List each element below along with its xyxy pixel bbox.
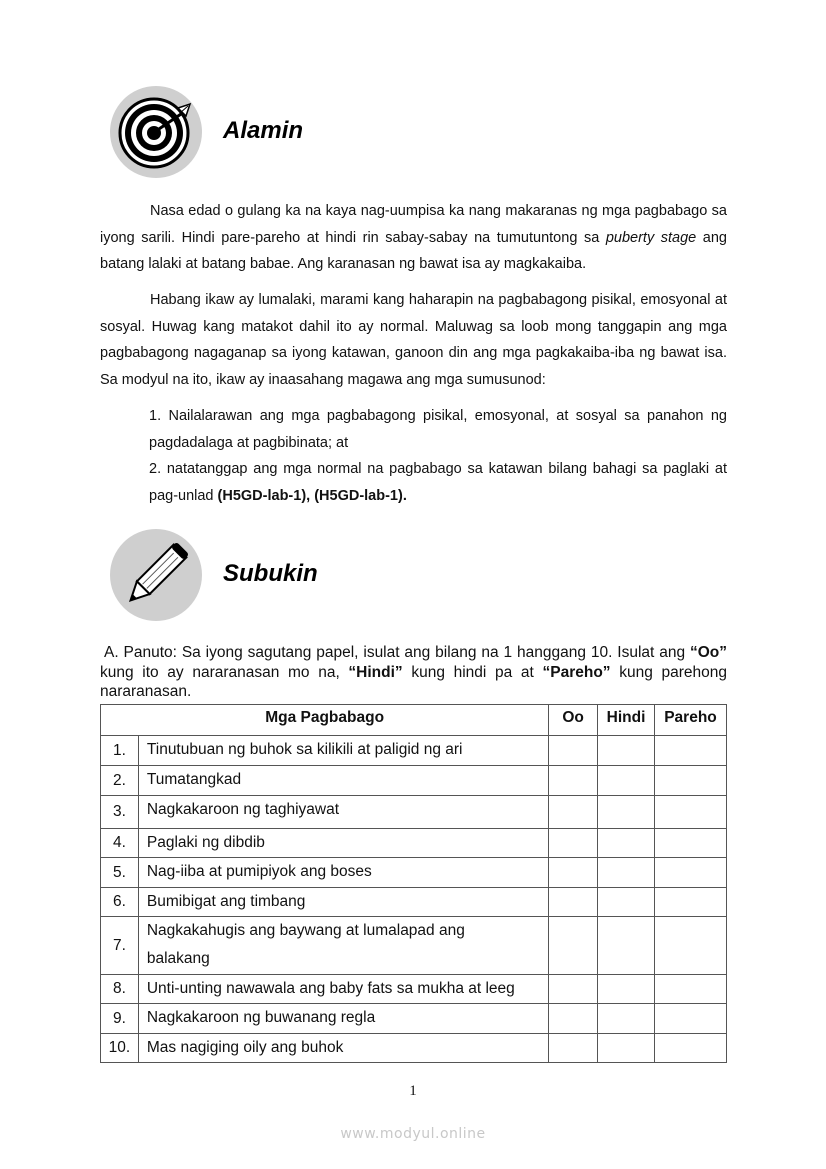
table-row [101, 917, 727, 975]
answer-cell-pareho[interactable] [655, 975, 727, 1004]
row-description: Nagkakaroon ng buwanang regla [138, 1004, 548, 1034]
row-description: Nagkakaroon ng taghiyawat [138, 796, 548, 829]
competency-code: (H5GD-lab-1), (H5GD-lab-1). [217, 487, 407, 504]
answer-cell-oo[interactable] [549, 796, 598, 829]
answer-cell-pareho[interactable] [655, 888, 727, 917]
alamin-paragraph-2 [100, 287, 727, 393]
puberty-stage-term: puberty stage [605, 229, 697, 246]
option-oo: “Oo” [689, 644, 727, 661]
answer-cell-pareho[interactable] [655, 1034, 727, 1063]
row-number: 10. [101, 1034, 139, 1063]
table-row [101, 975, 727, 1004]
alamin-paragraph-1 [100, 198, 727, 278]
header-oo: Oo [549, 705, 598, 736]
instructions-text: kung parehong nararanasan. [100, 663, 727, 700]
table-row [101, 796, 727, 829]
answer-cell-oo[interactable] [549, 975, 598, 1004]
answer-cell-oo[interactable] [549, 917, 598, 975]
table-row [101, 1034, 727, 1063]
paragraph-text: Habang ikaw ay lumalaki, marami kang haharapin na pagbabagong pisikal, emosyonal at sosyal. Huwag kang matakot dahil ito ay normal. Maluwag sa loob mong tanggapin ang mga pagbabagong nagaganap sa iyong katawan, ganoon din ang mga pagkakaiba-iba ng bawat isa. Sa modyul na ito, ikaw ay inaasahang magawa ang mga sumusunod: [100, 292, 727, 388]
row-number: 3. [101, 796, 139, 829]
row-number: 8. [101, 975, 139, 1004]
table-header-row [101, 705, 727, 736]
row-number: 7. [101, 917, 139, 975]
answer-cell-oo[interactable] [549, 736, 598, 766]
answer-cell-hindi[interactable] [598, 917, 655, 975]
answer-cell-hindi[interactable] [598, 766, 655, 796]
answer-cell-oo[interactable] [549, 888, 598, 917]
paragraph-text: Nasa edad o gulang ka na kaya nag-uumpisa ka nang makaranas ng mga pagbabago sa iyong sarili. Hindi pare-pareho at hindi rin sabay-sabay na tumutuntong sa [100, 203, 727, 246]
answer-cell-pareho[interactable] [655, 917, 727, 975]
row-number: 6. [101, 888, 139, 917]
answer-cell-hindi[interactable] [598, 796, 655, 829]
answer-cell-pareho[interactable] [655, 1004, 727, 1034]
answer-cell-hindi[interactable] [598, 888, 655, 917]
answer-cell-oo[interactable] [549, 858, 598, 888]
row-number: 1. [101, 736, 139, 766]
alamin-title: Alamin [223, 117, 304, 144]
answer-cell-oo[interactable] [549, 766, 598, 796]
option-pareho: “Pareho” [542, 663, 611, 681]
row-number: 9. [101, 1004, 139, 1034]
page-number: 1 [409, 1083, 417, 1099]
row-description: Tumatangkad [138, 766, 548, 796]
row-description: Mas nagiging oily ang buhok [138, 1034, 548, 1063]
header-hindi: Hindi [598, 705, 655, 736]
watermark: www.modyul.online [340, 1126, 486, 1142]
answer-cell-hindi[interactable] [598, 858, 655, 888]
answer-cell-hindi[interactable] [598, 1004, 655, 1034]
objective-text: 1. Nailalarawan ang mga pagbabagong pisikal, emosyonal, at sosyal sa panahon ng pagdadalaga at pagbibinata; at [149, 408, 727, 451]
row-number: 2. [101, 766, 139, 796]
objective-1 [149, 403, 727, 456]
instructions-text: A. Panuto: Sa iyong sagutang papel, isulat ang bilang na 1 hanggang 10. Isulat ang [104, 644, 690, 661]
table-row [101, 829, 727, 858]
instructions [100, 643, 727, 702]
answer-cell-hindi[interactable] [598, 1034, 655, 1063]
target-icon [110, 86, 202, 178]
answer-cell-pareho[interactable] [655, 766, 727, 796]
answer-cell-pareho[interactable] [655, 736, 727, 766]
table-row [101, 766, 727, 796]
paragraph-text: ang batang lalaki at batang babae. Ang karanasan ng bawat isa ay magkakaiba. [100, 229, 727, 272]
answer-cell-oo[interactable] [549, 1034, 598, 1063]
changes-checklist-table [100, 704, 727, 1063]
table-row [101, 1004, 727, 1034]
table-row [101, 736, 727, 766]
answer-cell-oo[interactable] [549, 1004, 598, 1034]
instructions-text: kung hindi pa at [402, 663, 543, 681]
row-description: Bumibigat ang timbang [138, 888, 548, 917]
answer-cell-hindi[interactable] [598, 829, 655, 858]
answer-cell-pareho[interactable] [655, 858, 727, 888]
row-number: 4. [101, 829, 139, 858]
answer-cell-pareho[interactable] [655, 829, 727, 858]
row-description: Nagkakahugis ang baywang at lumalapad ang balakang [138, 917, 548, 975]
table-row [101, 858, 727, 888]
row-description: Tinutubuan ng buhok sa kilikili at paligid ng ari [138, 736, 548, 766]
instructions-text: kung ito ay nararanasan mo na, [100, 663, 349, 681]
table-row [101, 888, 727, 917]
row-description: Nag-iiba at pumipiyok ang boses [138, 858, 548, 888]
pencil-icon [110, 529, 202, 621]
row-description: Paglaki ng dibdib [138, 829, 548, 858]
answer-cell-pareho[interactable] [655, 796, 727, 829]
answer-cell-oo[interactable] [549, 829, 598, 858]
header-mga-pagbabago: Mga Pagbabago [101, 705, 549, 736]
subukin-title: Subukin [223, 560, 318, 587]
answer-cell-hindi[interactable] [598, 975, 655, 1004]
row-description: Unti-unting nawawala ang baby fats sa mukha at leeg [138, 975, 548, 1004]
answer-cell-hindi[interactable] [598, 736, 655, 766]
objective-text: 2. natatanggap ang mga normal na pagbabago sa katawan bilang bahagi sa paglaki at pag-unlad [149, 461, 727, 504]
row-number: 5. [101, 858, 139, 888]
option-hindi: “Hindi” [348, 663, 403, 681]
header-pareho: Pareho [655, 705, 727, 736]
objective-2 [149, 456, 727, 509]
